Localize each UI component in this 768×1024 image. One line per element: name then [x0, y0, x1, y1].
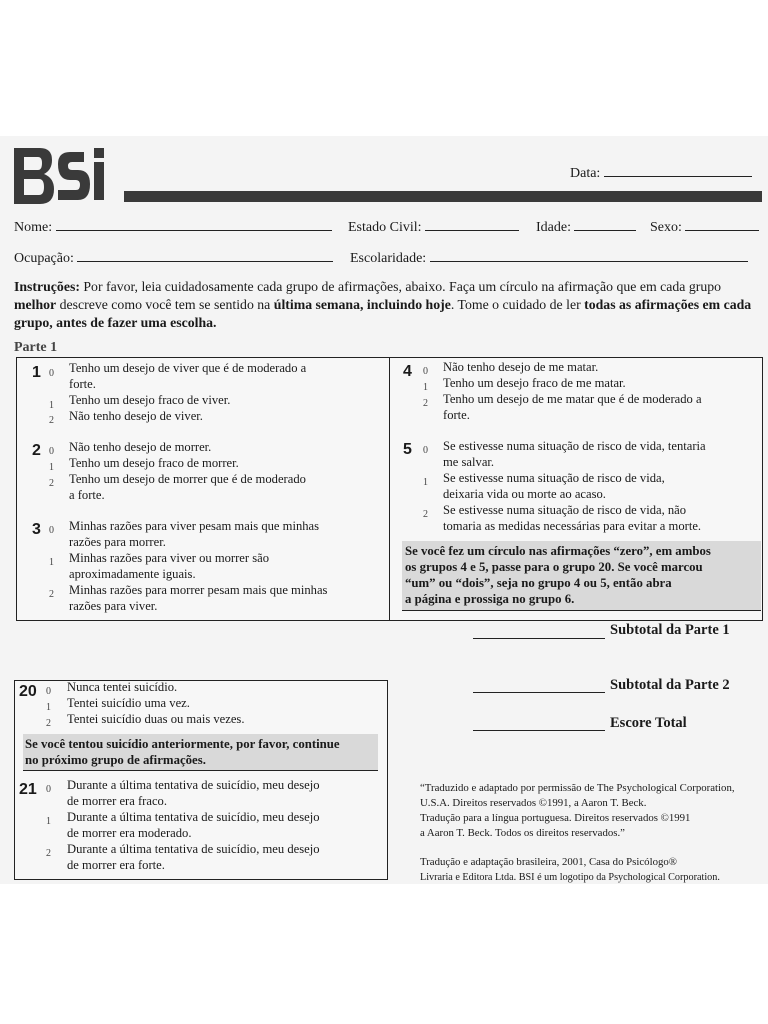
- note-line: no próximo grupo de afirmações.: [25, 753, 206, 767]
- ocupacao-label: Ocupação:: [14, 251, 74, 266]
- note-line: Se você fez um círculo nas afirmações “zero”, em ambos: [405, 544, 711, 558]
- option-number: 1: [49, 462, 54, 473]
- instructions: [14, 278, 766, 332]
- group-1-option-0[interactable]: [69, 361, 306, 393]
- total-score: Escore Total: [610, 715, 687, 731]
- group-1-option-1[interactable]: Tenho um desejo fraco de viver.: [69, 393, 231, 407]
- option-number: 1: [49, 557, 54, 568]
- option-text: Durante a última tentativa de suicídio, meu desejo: [67, 810, 320, 824]
- subtotal-2-input[interactable]: [473, 692, 605, 693]
- option-number: 2: [46, 718, 51, 729]
- option-text: Minhas razões para morrer pesam mais que minhas: [69, 583, 328, 597]
- instructions-text-2: descreve como você tem se sentido na: [56, 297, 274, 312]
- option-number: 0: [423, 445, 428, 456]
- group-4-option-0[interactable]: Não tenho desejo de me matar.: [443, 360, 599, 374]
- option-number: 0: [423, 366, 428, 377]
- option-number: 0: [49, 368, 54, 379]
- group-3-option-1[interactable]: [69, 551, 269, 583]
- option-number: 2: [423, 398, 428, 409]
- group-5-option-0[interactable]: [443, 439, 706, 471]
- data-label: Data:: [570, 166, 601, 181]
- group-3-option-0[interactable]: [69, 519, 319, 551]
- instructions-text-1: Por favor, leia cuidadosamente cada grupo de afirmações, abaixo. Faça um círculo na afirmação que em cada grupo: [79, 279, 722, 294]
- group-20-option-0[interactable]: Nunca tentei suicídio.: [67, 680, 178, 694]
- group-3-number: 3: [32, 521, 41, 538]
- option-text: Se estivesse numa situação de risco de vida, tentaria: [443, 439, 706, 453]
- copyright-note: [420, 781, 765, 885]
- group-2-option-0[interactable]: Não tenho desejo de morrer.: [69, 440, 212, 454]
- copyright-line: Tradução para a língua portuguesa. Direitos reservados ©1991: [420, 812, 691, 824]
- note-line: “um” ou “dois”, seja no grupo 4 ou 5, então abra: [405, 576, 672, 590]
- instructions-bold-3: todas as afirmações em cada grupo, antes de fazer uma escolha.: [14, 297, 752, 330]
- option-text: Minhas razões para viver ou morrer são: [69, 551, 270, 565]
- option-text: aproximadamente iguais.: [69, 566, 196, 581]
- idade-input[interactable]: [574, 230, 636, 231]
- sexo-label: Sexo:: [650, 220, 682, 235]
- option-text: razões para viver.: [69, 598, 158, 613]
- option-text: tomaria as medidas necessárias para evitar a morte.: [443, 518, 702, 533]
- header-bar: [124, 191, 762, 202]
- copyright-line: a Aaron T. Beck. Todos os direitos reservados.”: [420, 827, 625, 839]
- note-line: os grupos 4 e 5, passe para o grupo 20. Se você marcou: [405, 560, 703, 574]
- subtotal-part-2: Subtotal da Parte 2: [610, 677, 730, 693]
- nome-field: [14, 220, 332, 236]
- bsi-logo: [14, 148, 112, 204]
- subtotal-1-input[interactable]: [473, 638, 605, 639]
- option-number: 2: [423, 509, 428, 520]
- nome-input[interactable]: [56, 230, 332, 231]
- option-text: deixaria vida ou morte ao acaso.: [443, 486, 606, 501]
- option-text: a forte.: [69, 487, 105, 502]
- option-text: forte.: [69, 376, 96, 391]
- copyright-line: U.S.A. Direitos reservados ©1991, a Aaron T. Beck.: [420, 797, 647, 809]
- group-21-option-0[interactable]: [67, 778, 320, 810]
- instructions-bold-1: melhor: [14, 297, 57, 312]
- group-2-option-2[interactable]: [69, 472, 306, 504]
- group-1-option-2[interactable]: Não tenho desejo de viver.: [69, 409, 203, 423]
- group-2-option-1[interactable]: Tenho um desejo fraco de morrer.: [69, 456, 239, 470]
- estado-civil-field: [348, 220, 519, 236]
- option-number: 1: [423, 477, 428, 488]
- group-2-number: 2: [32, 442, 41, 459]
- instructions-lead: Instruções:: [14, 279, 80, 294]
- group-4-option-2[interactable]: [443, 392, 702, 424]
- option-text: Se estivesse numa situação de risco de vida,: [443, 471, 665, 485]
- option-number: 0: [49, 525, 54, 536]
- copyright-line: Livraria e Editora Ltda. BSI é um logotipo da Psychological Corporation.: [420, 872, 720, 883]
- group-21-option-1[interactable]: [67, 810, 320, 842]
- copyright-line: Tradução e adaptação brasileira, 2001, Casa do Psicólogo®: [420, 856, 677, 868]
- option-number: 1: [49, 400, 54, 411]
- idade-label: Idade:: [536, 220, 571, 235]
- sexo-field: [650, 220, 759, 236]
- ocupacao-field: [14, 251, 333, 267]
- escolaridade-input[interactable]: [430, 261, 748, 262]
- group-21-number: 21: [19, 781, 37, 798]
- group-20-option-1[interactable]: Tentei suicídio uma vez.: [67, 696, 190, 710]
- note-line: Se você tentou suicídio anteriormente, por favor, continue: [25, 737, 340, 751]
- idade-field: [536, 220, 636, 236]
- option-number: 0: [49, 446, 54, 457]
- option-text: Durante a última tentativa de suicídio, meu desejo: [67, 778, 320, 792]
- option-number: 2: [49, 415, 54, 426]
- option-number: 1: [46, 816, 51, 827]
- group-5-number: 5: [403, 441, 412, 458]
- instructions-bold-2: última semana, incluindo hoje: [273, 297, 451, 312]
- group-1-number: 1: [32, 364, 41, 381]
- group-20-option-2[interactable]: Tentei suicídio duas ou mais vezes.: [67, 712, 245, 726]
- total-score-input[interactable]: [473, 730, 605, 731]
- option-number: 0: [46, 686, 51, 697]
- option-text: Durante a última tentativa de suicídio, meu desejo: [67, 842, 320, 856]
- option-text: de morrer era moderado.: [67, 825, 192, 840]
- escolaridade-field: [350, 251, 748, 267]
- group-20-number: 20: [19, 683, 37, 700]
- option-text: Minhas razões para viver pesam mais que minhas: [69, 519, 320, 533]
- part-label: Parte 1: [14, 340, 58, 355]
- option-number: 2: [49, 589, 54, 600]
- option-text: de morrer era fraco.: [67, 793, 167, 808]
- option-number: 2: [46, 848, 51, 859]
- subtotal-part-1: Subtotal da Parte 1: [610, 622, 730, 638]
- group-21-option-2[interactable]: [67, 842, 320, 874]
- copyright-line: “Traduzido e adaptado por permissão de The Psychological Corporation,: [420, 782, 735, 794]
- nome-label: Nome:: [14, 220, 53, 235]
- continue-instruction-note: [23, 734, 378, 771]
- data-input[interactable]: [604, 176, 752, 177]
- estado-civil-label: Estado Civil:: [348, 220, 422, 235]
- option-text: Tenho um desejo de morrer que é de moderado: [69, 472, 306, 486]
- bsi-logo-graphic: [14, 148, 112, 204]
- group-5-option-1[interactable]: [443, 471, 665, 503]
- sexo-input[interactable]: [685, 230, 759, 231]
- data-field: [570, 166, 752, 182]
- option-text: me salvar.: [443, 454, 495, 469]
- option-text: Tenho um desejo de viver que é de moderado a: [69, 361, 307, 375]
- option-number: 1: [46, 702, 51, 713]
- skip-instruction-note: [402, 541, 761, 611]
- option-number: 0: [46, 784, 51, 795]
- group-4-number: 4: [403, 363, 412, 380]
- option-number: 2: [49, 478, 54, 489]
- option-text: razões para morrer.: [69, 534, 166, 549]
- estado-civil-input[interactable]: [425, 230, 519, 231]
- option-text: forte.: [443, 407, 470, 422]
- ocupacao-input[interactable]: [77, 261, 333, 262]
- instructions-text-3: . Tome o cuidado de ler: [450, 297, 585, 312]
- note-line: a página e prossiga no grupo 6.: [405, 592, 575, 606]
- option-text: Se estivesse numa situação de risco de vida, não: [443, 503, 687, 517]
- group-3-option-2[interactable]: [69, 583, 327, 615]
- group-5-option-2[interactable]: [443, 503, 701, 535]
- escolaridade-label: Escolaridade:: [350, 251, 427, 266]
- group-4-option-1[interactable]: Tenho um desejo fraco de me matar.: [443, 376, 626, 390]
- option-text: Tenho um desejo de me matar que é de moderado a: [443, 392, 702, 406]
- option-number: 1: [423, 382, 428, 393]
- option-text: de morrer era forte.: [67, 857, 165, 872]
